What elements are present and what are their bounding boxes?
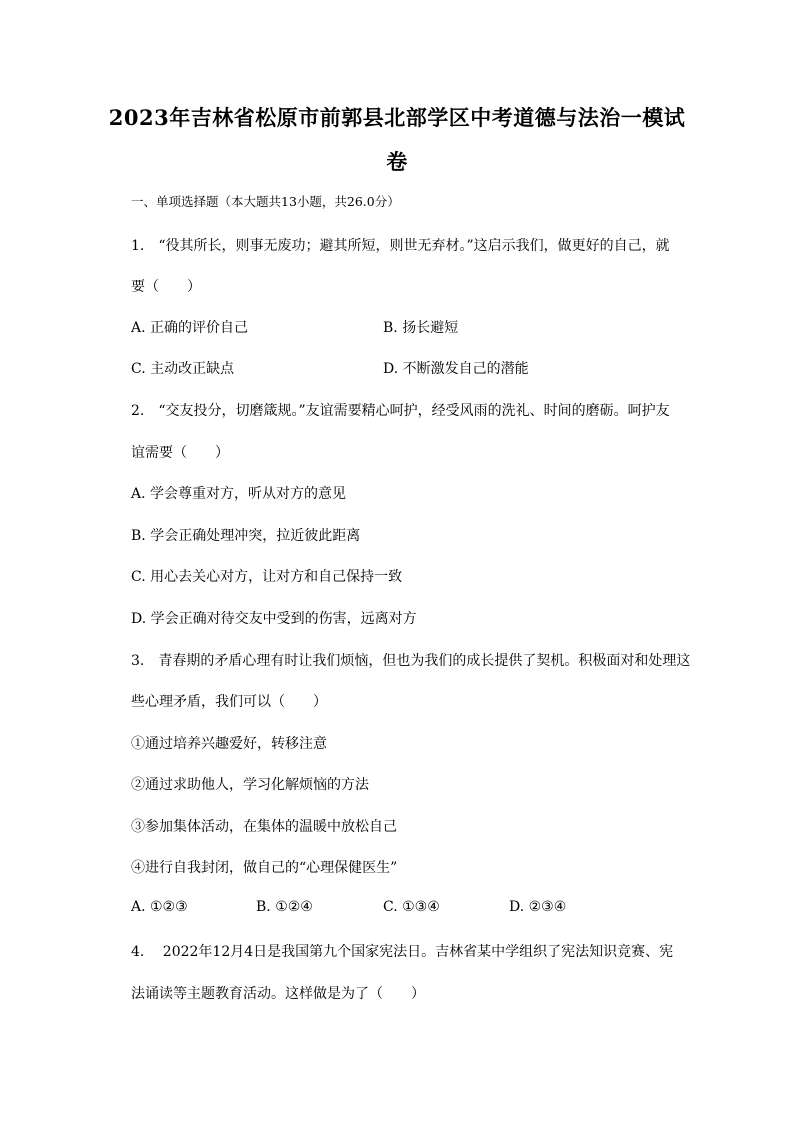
q3-option-a: A. ①②③ <box>131 899 188 915</box>
exam-title-line1: 2023年吉林省松原市前郭县北部学区中考道德与法治一模试 <box>108 105 686 130</box>
q4-stem-line1: 4. 2022年12月4日是我国第九个国家宪法日。吉林省某中学组织了宪法知识竞赛、宪 <box>131 944 674 960</box>
q1-stem-line2: 要（ ） <box>131 279 201 295</box>
q2-option-d: D. 学会正确对待交友中受到的伤害，远离对方 <box>131 611 417 627</box>
q3-statement-3: ③参加集体活动，在集体的温暖中放松自己 <box>131 819 397 835</box>
q1-option-c: C. 主动改正缺点 <box>131 361 235 377</box>
q3-statement-4: ④进行自我封闭，做自己的“心理保健医生” <box>131 860 398 876</box>
q2-option-a: A. 学会尊重对方，听从对方的意见 <box>131 486 347 502</box>
q2-option-b: B. 学会正确处理冲突，拉近彼此距离 <box>131 528 361 544</box>
q2-stem-line1: 2. “交友投分，切磨箴规。”友谊需要精心呵护，经受风雨的洗礼、时间的磨砺。呵护友 <box>131 403 670 419</box>
q3-statement-1: ①通过培养兴趣爱好，转移注意 <box>131 736 327 752</box>
q4-stem-line2: 法诵读等主题教育活动。这样做是为了（ ） <box>131 986 425 1002</box>
q1-option-d: D. 不断激发自己的潜能 <box>383 361 529 377</box>
q3-option-b: B. ①②④ <box>256 899 313 915</box>
q1-option-a: A. 正确的评价自己 <box>131 320 249 336</box>
q3-option-c: C. ①③④ <box>383 899 440 915</box>
q3-stem-line2: 些心理矛盾，我们可以（ ） <box>131 694 327 710</box>
q2-stem-line2: 谊需要（ ） <box>131 445 229 461</box>
q3-statement-2: ②通过求助他人，学习化解烦恼的方法 <box>131 777 369 793</box>
q1-option-b: B. 扬长避短 <box>383 320 459 336</box>
q3-stem-line1: 3. 青春期的矛盾心理有时让我们烦恼，但也为我们的成长提供了契机。积极面对和处理这 <box>131 653 691 669</box>
q2-option-c: C. 用心去关心对方，让对方和自己保持一致 <box>131 569 403 585</box>
exam-title-line2: 卷 <box>386 149 408 174</box>
q1-stem-line1: 1. “役其所长，则事无废功；避其所短，则世无弃材。”这启示我们，做更好的自己，就 <box>131 238 670 254</box>
section-heading: 一、单项选择题（本大题共13小题，共26.0分） <box>131 194 400 209</box>
q3-option-d: D. ②③④ <box>509 899 567 915</box>
